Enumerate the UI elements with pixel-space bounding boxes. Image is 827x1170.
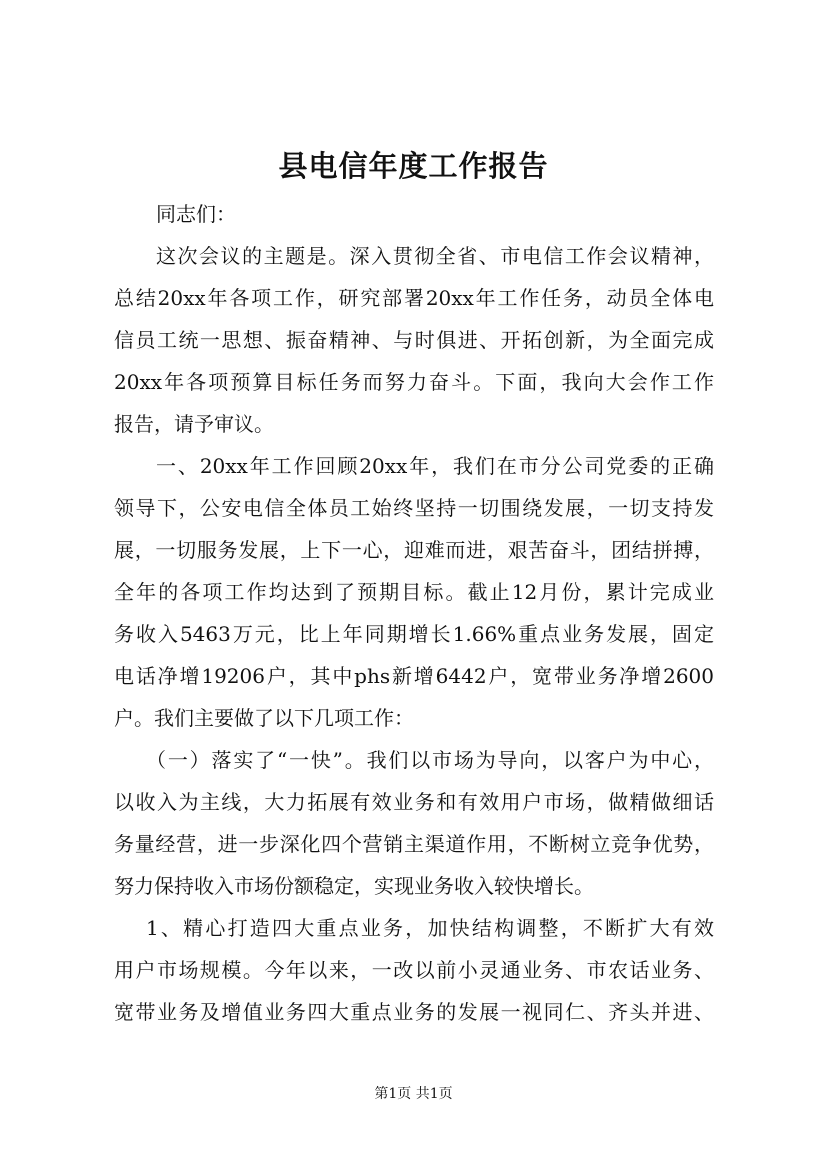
paragraph-line: 20xx年各项预算目标任务而努力奋斗。下面，我向大会作工作 [114, 370, 714, 394]
paragraph-line: 用户市场规模。今年以来，一改以前小灵通业务、市农话业务、 [114, 958, 714, 982]
paragraph-line: 报告，请予审议。 [114, 412, 274, 436]
paragraph-line: 领导下，公安电信全体员工始终坚持一切围绕发展，一切支持发 [114, 496, 714, 520]
salutation: 同志们： [156, 202, 236, 226]
paragraph-line: 一、20xx年工作回顾20xx年，我们在市分公司党委的正确 [156, 454, 714, 478]
paragraph-line: 1、精心打造四大重点业务，加快结构调整，不断扩大有效 [146, 916, 714, 940]
document-title: 县电信年度工作报告 [278, 149, 549, 183]
page-footer: 第1页 共1页 [374, 1086, 453, 1102]
paragraph-line: 展，一切服务发展，上下一心，迎难而进，艰苦奋斗，团结拼搏， [114, 538, 714, 562]
paragraph-line: 全年的各项工作均达到了预期目标。截止12月份，累计完成业 [114, 580, 714, 604]
paragraph-line: 务量经营，进一步深化四个营销主渠道作用，不断树立竞争优势， [114, 832, 714, 856]
paragraph-line: 务收入5463万元，比上年同期增长1.66%重点业务发展，固定 [114, 622, 714, 646]
paragraph-line: 户。我们主要做了以下几项工作： [114, 706, 414, 730]
paragraph-line: 宽带业务及增值业务四大重点业务的发展一视同仁、齐头并进、 [114, 1000, 714, 1024]
paragraph-line: 努力保持收入市场份额稳定，实现业务收入较快增长。 [114, 874, 594, 898]
paragraph-line: 这次会议的主题是。深入贯彻全省、市电信工作会议精神， [156, 244, 714, 268]
paragraph-line: 总结20xx年各项工作，研究部署20xx年工作任务，动员全体电 [114, 286, 714, 310]
paragraph-line: 电话净增19206户，其中phs新增6442户，宽带业务净增2600 [114, 664, 714, 688]
paragraph-line: 信员工统一思想、振奋精神、与时俱进、开拓创新，为全面完成 [114, 328, 714, 352]
paragraph-line: 以收入为主线，大力拓展有效业务和有效用户市场，做精做细话 [114, 790, 714, 814]
paragraph-line: （一）落实了“一快”。我们以市场为导向，以客户为中心， [146, 748, 714, 772]
